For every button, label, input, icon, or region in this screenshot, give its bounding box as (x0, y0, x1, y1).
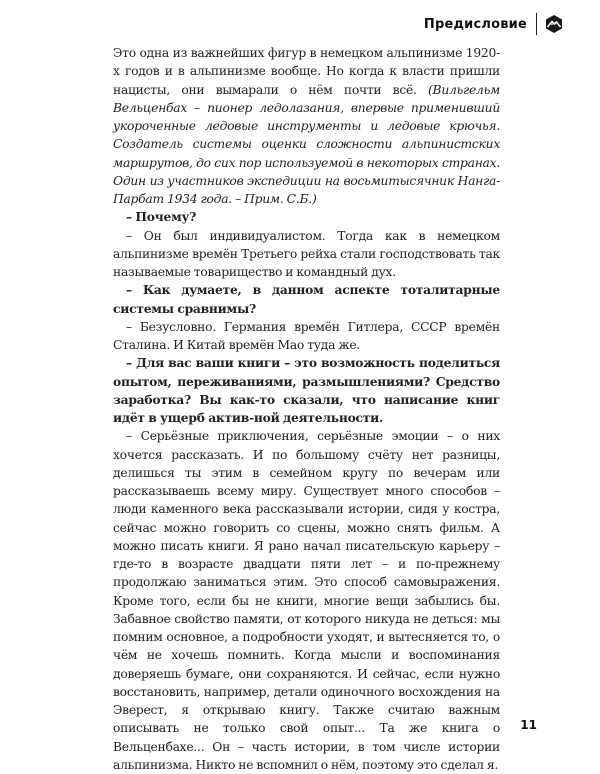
intro-text: Это одна из важнейших фигур в немецком альпинизме 1920-х годов и в альпинизме вообще. Но когда к власти пришли нацисты, они вымарали о нём почти всё. (113, 46, 500, 97)
question-paragraph (113, 281, 500, 318)
answer-paragraph: – Серьёзные приключения, серьёзные эмоции – о них хочется рассказать. И по большому счёту нет разницы, делишься ты этим в семейном кругу по вечерам или рассказываешь всему миру. Существует много способов – люди каменного века рассказывали истории, сидя у костра, сейчас можно говорить со сцены, можно снять фильм. А можно писать книги. Я рано начал писательскую карьеру – где-то в возрасте двадцати пяти лет – и по-прежнему продолжаю заниматься этим. Это способ самовыражения. Кроме того, если бы не книги, многие вещи забылись бы. Забавное свойство памяти, от которого никуда не деться: мы помним основное, а подробности уходят, и вытесняется то, о чём не хочешь помнить. Когда мысли и воспоминания доверяешь бумаге, они сохраняются. И сейчас, если нужно восстановить, например, детали одиночного восхождения на Эверест, я открываю книгу. Также считаю важным описывать не только свой опыт... Та же книга о Вельценбахе... Он – часть истории, в том числе истории альпинизма. Никто не вспомнил о нём, поэтому это сделал я. (113, 429, 500, 772)
running-header (424, 12, 564, 36)
question-text: – Для вас ваши книги – это возможность поделиться опытом, переживаниями, размышлениями? Средство заработка? Вы как-то сказали, что написание книг идёт в ущерб актив-ной деятельности. (113, 355, 500, 425)
mountain-logo-icon (544, 14, 564, 34)
header-divider (536, 13, 537, 35)
page-number: 11 (520, 718, 537, 732)
page-body (113, 44, 500, 774)
answer-paragraph: – Безусловно. Германия времён Гитлера, СССР времён Сталина. И Китай времён Мао туда же. (113, 319, 500, 352)
intro-paragraph (113, 44, 500, 208)
answer-paragraph: – Он был индивидуалистом. Тогда как в немецком альпинизме времён Третьего рейха стали господствовать так называемые товарищество и командный дух. (113, 228, 500, 279)
running-header-title: Предисловие (423, 16, 527, 32)
question-paragraph (113, 208, 500, 226)
question-text: – Почему? (126, 209, 197, 225)
editor-note: (Вильгельм Вельценбах – пионер ледолазания, впервые применивший укороченные ледовые инструменты и ледовые крючья. Создатель системы оценки сложности альпинистских маршрутов, до сих пор используемой в некоторых странах. Один из участников экспедиции на восьмитысячник Нанга-Парбат 1934 года. – Прим. С.Б.) (113, 82, 500, 206)
question-paragraph (113, 354, 500, 427)
question-text: – Как думаете, в данном аспекте тоталитарные системы сравнимы? (113, 282, 500, 316)
